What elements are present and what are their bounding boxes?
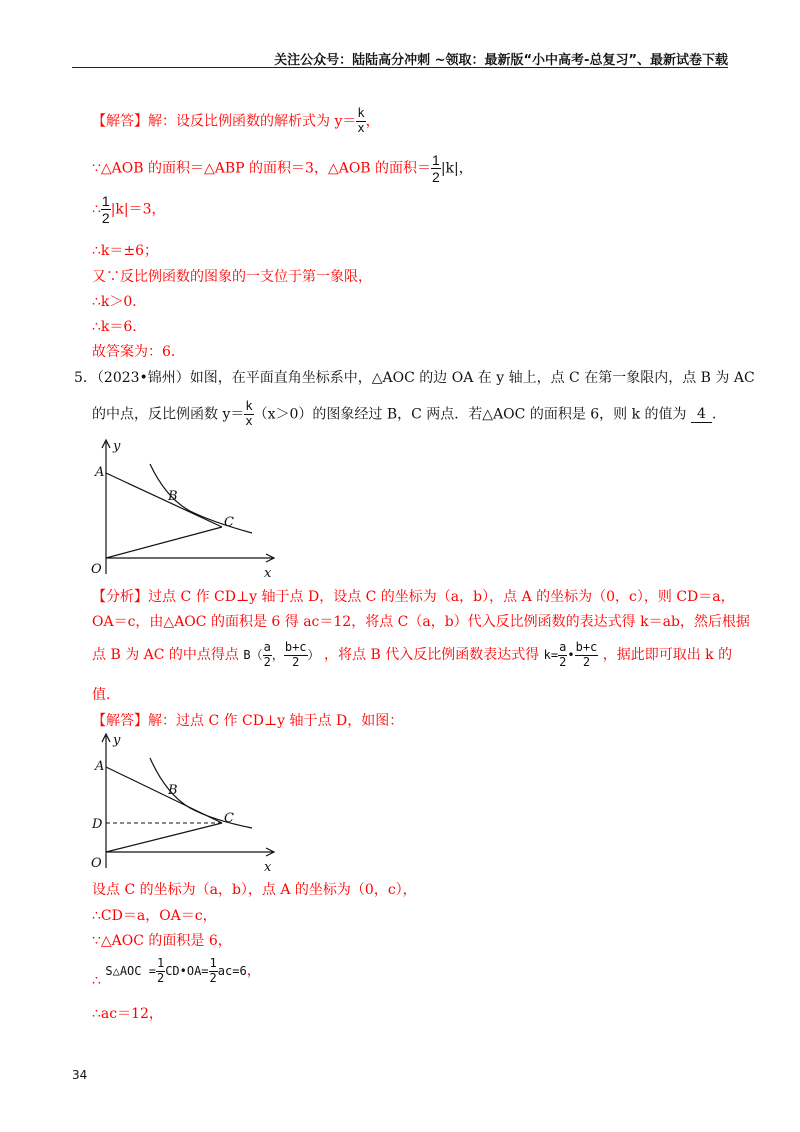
figure2-graph: [82, 730, 282, 875]
label-O: O: [91, 562, 102, 577]
label-A: A: [95, 759, 105, 774]
analysis-line3: 点 B 为 AC 的中点得点 B（ $\frac{a}{2}$ ， $\frac{b+c}{2}$ ） ，将点 B 代入反比例函数表达式得 k= $\frac{a}{2}$ • $\frac{b+c}{2}$ ，据此即可取出 k 的: [92, 640, 733, 669]
solution4-line2: ∵△AOB 的面积＝△ABP 的面积＝3，△AOB 的面积＝ $\frac{1}{2}$ |k|，: [92, 152, 473, 186]
label-x: x: [264, 860, 272, 875]
label-B: B: [168, 489, 178, 504]
analysis-line4: 值．: [92, 687, 120, 703]
fraction-one-half: $\frac{1}{2}$: [101, 193, 110, 227]
label-B: B: [168, 783, 178, 798]
hyperbola-curve: [150, 758, 252, 828]
solution4-line4: ∴k＝±6；: [92, 243, 159, 259]
label-D: D: [92, 817, 103, 832]
analysis-line1: 【分析】过点 C 作 CD⊥y 轴于点 D，设点 C 的坐标为（a，b），点 A 的坐标为（0，c），则 CD＝a，: [92, 589, 735, 605]
solution5-line5: ∴ S△AOC = $\frac{1}{2}$ CD•OA= $\frac{1}{2}$ ac=6，: [92, 956, 261, 989]
answer-blank: 4: [691, 406, 712, 423]
solution4-line6: ∴k＞0．: [92, 294, 147, 310]
solution5-line6: ∴ac＝12，: [92, 1006, 163, 1022]
point-B-coords: B（ $\frac{a}{2}$ ， $\frac{b+c}{2}$ ）: [243, 640, 320, 669]
label-x: x: [264, 566, 272, 581]
label-y: y: [113, 439, 121, 454]
fraction-k-over-x: $\frac{k}{x}$: [245, 399, 253, 428]
solution5-line3: ∴CD＝a，OA＝c，: [92, 908, 217, 924]
solution4-line1: 【解答】解：设反比例函数的解析式为 y＝ $\frac{k}{x}$ ，: [92, 106, 380, 135]
solution4-line8: 故答案为：6．: [92, 344, 185, 360]
page-header: 关注公众号：陆陆高分冲刺 ~领取：最新版“小中高考-总复习”、最新试卷下载: [274, 53, 728, 68]
fraction-k-over-x: $\frac{k}{x}$: [357, 106, 365, 135]
segment-AC: [106, 473, 222, 527]
solution5-line2: 设点 C 的坐标为（a，b），点 A 的坐标为（0，c），: [92, 882, 417, 898]
segment-OC: [106, 527, 222, 558]
solution4-line1-text: 【解答】解：设反比例函数的解析式为 y＝: [92, 113, 357, 130]
label-C: C: [224, 811, 234, 826]
hyperbola-curve: [150, 464, 252, 533]
k-expression: k= $\frac{a}{2}$ • $\frac{b+c}{2}$: [543, 640, 598, 669]
solution4-line7: ∴k＝6．: [92, 319, 147, 335]
label-A: A: [95, 465, 105, 480]
figure1-graph: [82, 436, 282, 581]
solution4-line3: ∴ $\frac{1}{2}$ |k|＝3，: [92, 193, 166, 227]
solution4-line5: 又∵反比例函数的图象的一支位于第一象限，: [92, 269, 372, 285]
area-formula: S△AOC = $\frac{1}{2}$ CD•OA= $\frac{1}{2}$ ac=6: [105, 956, 247, 985]
label-y: y: [113, 733, 121, 748]
header-divider: [72, 67, 728, 68]
problem5-line1: 5．（2023•锦州）如图，在平面直角坐标系中，△AOC 的边 OA 在 y 轴上，点 C 在第一象限内，点 B 为 AC: [74, 370, 755, 386]
fraction-one-half: $\frac{1}{2}$: [432, 152, 440, 186]
solution5-line1: 【解答】解：过点 C 作 CD⊥y 轴于点 D，如图：: [92, 713, 404, 729]
label-O: O: [91, 856, 102, 871]
label-C: C: [224, 515, 234, 530]
analysis-line2: OA＝c，由△AOC 的面积是 6 得 ac＝12，将点 C（a，b）代入反比例函数的表达式得 k＝ab，然后根据: [92, 614, 750, 630]
solution5-line4: ∵△AOC 的面积是 6，: [92, 933, 232, 949]
problem5-line2: 的中点，反比例函数 y＝ $\frac{k}{x}$ （x＞0）的图象经过 B，C 两点．若△AOC 的面积是 6，则 k 的值为 4 ．: [92, 399, 726, 428]
segment-OC: [106, 823, 222, 852]
page-number: 34: [72, 1068, 88, 1082]
